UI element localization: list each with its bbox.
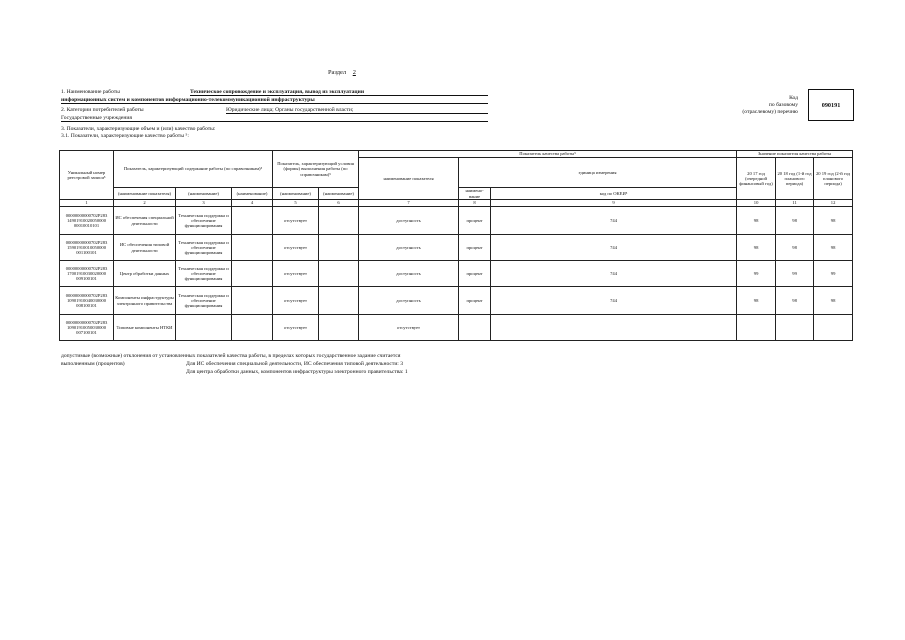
row-content-1: ИС обеспечения специальной деятельности bbox=[114, 207, 176, 235]
row-okei: 744 bbox=[491, 207, 737, 235]
col-number: 10 bbox=[737, 200, 776, 207]
row-condition-1: отсутствует bbox=[273, 207, 319, 235]
consumers-value: Юридические лица; Органы государственной власти; bbox=[226, 107, 488, 114]
row-condition-1: отсутствует bbox=[273, 315, 319, 341]
row-value-1: 98 bbox=[737, 207, 776, 235]
row-condition-2 bbox=[319, 207, 359, 235]
header-quality-name: наименование показателя bbox=[359, 158, 459, 200]
footer-line-3: Для центра обработки данных, компонентов инфраструктуры электронного правительства: 1 bbox=[186, 369, 408, 375]
row-content-3 bbox=[232, 207, 273, 235]
table-row bbox=[60, 287, 853, 315]
header-sub-2: (наименование) bbox=[176, 188, 232, 200]
row-condition-2 bbox=[319, 287, 359, 315]
row-indicator: доступность bbox=[359, 261, 459, 287]
row-content-2 bbox=[176, 315, 232, 341]
row-value-2: 98 bbox=[776, 287, 814, 315]
col-number: 8 bbox=[459, 200, 491, 207]
row-content-3 bbox=[232, 287, 273, 315]
work-name-label: 1. Наименование работы bbox=[61, 89, 120, 95]
col-number: 7 bbox=[359, 200, 459, 207]
row-condition-2 bbox=[319, 315, 359, 341]
row-okei: 744 bbox=[491, 235, 737, 261]
consumers-value-cont: Государственные учреждения bbox=[61, 115, 488, 122]
col-number: 3 bbox=[176, 200, 232, 207]
col-number: 5 bbox=[273, 200, 319, 207]
quality-table bbox=[59, 150, 853, 341]
code-value: 090191 bbox=[821, 101, 841, 109]
row-unit: процент bbox=[459, 261, 491, 287]
row-condition-2 bbox=[319, 261, 359, 287]
row-indicator: доступность bbox=[359, 207, 459, 235]
row-condition-1: отсутствует bbox=[273, 235, 319, 261]
col-number: 4 bbox=[232, 200, 273, 207]
row-id: 00000000000702P283 17001910030020000 009100101 bbox=[60, 261, 114, 287]
header-content-indicator: Показатель, характеризующий содержание работы (по справочникам)⁵ bbox=[114, 151, 273, 188]
work-name-value-cont: информационных систем и компонентов информационно-телекоммуникационной инфраструктуры bbox=[61, 97, 488, 104]
row-value-1 bbox=[737, 315, 776, 341]
header-sub-5: (наименование) bbox=[319, 188, 359, 200]
row-condition-1: отсутствует bbox=[273, 287, 319, 315]
header-year-2: 20 18 год (1-й год планового периода) bbox=[776, 158, 814, 200]
row-value-3: 98 bbox=[814, 207, 853, 235]
header-conditions-indicator: Показатель, характеризующий условия (формы) выполнения работы (по справочникам)⁵ bbox=[273, 151, 359, 188]
col-number: 1 bbox=[60, 200, 114, 207]
header-year-3: 20 19 год (2-й год планового периода) bbox=[814, 158, 853, 200]
col-number: 2 bbox=[114, 200, 176, 207]
footer-line-2b: Для ИС обеспечения специальной деятельности, ИС обеспечения типовой деятельности: 3 bbox=[186, 361, 404, 367]
row-value-2: 98 bbox=[776, 235, 814, 261]
col-number: 11 bbox=[776, 200, 814, 207]
quality-label: 3.1. Показатели, характеризующие качество работы ⁵: bbox=[61, 133, 189, 139]
header-sub-3: (наименование) bbox=[232, 188, 273, 200]
table-row bbox=[60, 261, 853, 287]
row-okei: 744 bbox=[491, 287, 737, 315]
row-okei bbox=[491, 315, 737, 341]
header-unit-name: наимено- вание bbox=[459, 188, 491, 200]
col-number: 6 bbox=[319, 200, 359, 207]
row-condition-2 bbox=[319, 235, 359, 261]
work-name-value: Техническое сопровождение и эксплуатация, вывод из эксплуатации bbox=[190, 89, 488, 96]
header-okei-code: код по ОКЕИ⁵ bbox=[491, 188, 737, 200]
row-unit: процент bbox=[459, 235, 491, 261]
header-year-1: 20 17 год (очередной финансовый год) bbox=[737, 158, 776, 200]
row-content-3 bbox=[232, 315, 273, 341]
indicators-label: 3. Показатели, характеризующие объем и (или) качество работы: bbox=[61, 126, 216, 132]
col-number: 9 bbox=[491, 200, 737, 207]
row-condition-1: отсутствует bbox=[273, 261, 319, 287]
row-indicator: доступность bbox=[359, 287, 459, 315]
col-number: 12 bbox=[814, 200, 853, 207]
header-sub-1: (наименование показателя) bbox=[114, 188, 176, 200]
row-value-1: 98 bbox=[737, 287, 776, 315]
row-content-3 bbox=[232, 261, 273, 287]
row-content-3 bbox=[232, 235, 273, 261]
row-value-2: 98 bbox=[776, 207, 814, 235]
row-content-2: Техническая поддержка и обеспечение функционирования bbox=[176, 261, 232, 287]
section-number: 2 bbox=[352, 69, 356, 76]
row-id: 00000000000702P283 15901910010050000 001100101 bbox=[60, 235, 114, 261]
header-quality-indicator: Показатель качества работы⁵ bbox=[359, 151, 737, 158]
row-value-1: 98 bbox=[737, 235, 776, 261]
row-value-3 bbox=[814, 315, 853, 341]
footer-line-2a: выполненным (процентов) bbox=[61, 361, 125, 367]
row-content-2: Техническая поддержка и обеспечение функционирования bbox=[176, 207, 232, 235]
header-unique-number: Уникальный номер реестровой записи⁵ bbox=[60, 151, 114, 200]
footer-line-1: допустимые (возможные) отклонения от установленных показателей качества работы, в пределах которых государственное задание считается bbox=[61, 353, 401, 359]
section-label: Раздел bbox=[328, 69, 347, 76]
row-id: 00000000000702P283 10901910040030000 008100101 bbox=[60, 287, 114, 315]
row-content-2: Техническая поддержка и обеспечение функционирования bbox=[176, 235, 232, 261]
row-value-2: 99 bbox=[776, 261, 814, 287]
row-content-1: ИС обеспечения типовой деятельности bbox=[114, 235, 176, 261]
table-row bbox=[60, 207, 853, 235]
row-id: 00000000000702P283 14901910020050000 00010010101 bbox=[60, 207, 114, 235]
header-sub-4: (наименование) bbox=[273, 188, 319, 200]
row-unit: процент bbox=[459, 207, 491, 235]
row-unit bbox=[459, 315, 491, 341]
row-value-2 bbox=[776, 315, 814, 341]
section-title bbox=[328, 69, 356, 76]
row-value-1: 99 bbox=[737, 261, 776, 287]
table-row bbox=[60, 235, 853, 261]
row-okei: 744 bbox=[491, 261, 737, 287]
row-value-3: 98 bbox=[814, 235, 853, 261]
header-quality-values: Значение показателя качества работы bbox=[737, 151, 853, 158]
row-value-3: 98 bbox=[814, 287, 853, 315]
header-unit: единица измерения bbox=[459, 158, 737, 188]
row-content-2: Техническая поддержка и обеспечение функционирования bbox=[176, 287, 232, 315]
row-indicator: доступность bbox=[359, 235, 459, 261]
code-box bbox=[808, 89, 854, 121]
row-content-1: Компоненты инфраструктуры электронного правительства bbox=[114, 287, 176, 315]
row-indicator: отсутствует bbox=[359, 315, 459, 341]
row-content-1: Центр обработки данных bbox=[114, 261, 176, 287]
row-unit: процент bbox=[459, 287, 491, 315]
row-content-1: Типовые компоненты НТКИ bbox=[114, 315, 176, 341]
row-value-3: 99 bbox=[814, 261, 853, 287]
code-label: Код по базовому (отраслевому) перечню bbox=[742, 95, 798, 115]
consumers-label: 2. Категории потребителей работы bbox=[61, 107, 144, 113]
table-row bbox=[60, 315, 853, 341]
row-id: 00000000000702P283 10901910050030000 007100101 bbox=[60, 315, 114, 341]
